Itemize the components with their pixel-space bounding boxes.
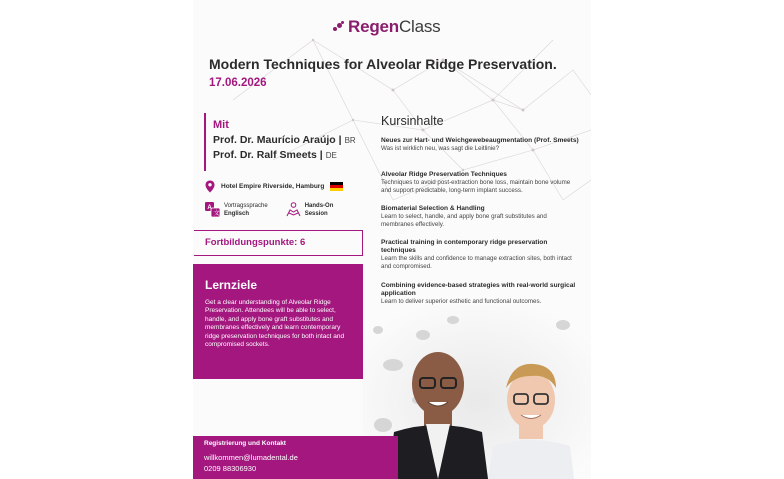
course-item-heading: Practical training in contemporary ridge preservation techniques — [381, 239, 548, 254]
course-item-desc: Learn to deliver superior esthetic and functional outcomes. — [381, 298, 542, 305]
map-pin-icon — [205, 180, 215, 193]
course-item — [381, 239, 581, 270]
germany-flag-icon — [330, 182, 343, 191]
course-item — [381, 282, 581, 306]
contact-email[interactable]: willkommen@lumadental.de — [204, 453, 298, 462]
contact-phone[interactable]: 0209 88306930 — [204, 464, 257, 473]
course-item — [381, 171, 581, 194]
course-item — [381, 137, 581, 153]
speaker-araujo: Prof. Dr. Maurício Araújo | BR — [213, 134, 356, 146]
event-flyer — [193, 0, 591, 479]
translate-icon — [205, 202, 220, 217]
language-value: Englisch — [224, 211, 250, 217]
hands-on-icon — [286, 202, 301, 217]
course-item-heading: Alveolar Ridge Preservation Techniques — [381, 171, 507, 178]
svg-text:A: A — [207, 204, 212, 211]
session-info — [286, 202, 334, 218]
svg-text:文: 文 — [213, 211, 220, 217]
event-date: 17.06.2026 — [209, 77, 267, 89]
course-item — [381, 205, 581, 228]
speaker-smeets: Prof. Dr. Ralf Smeets | DE — [213, 149, 337, 161]
course-item-heading: Neues zur Hart- und Weichgewebeaugmentation (Prof. Smeets) — [381, 137, 579, 144]
lernziele-panel — [193, 264, 363, 379]
points-box — [194, 230, 363, 256]
course-item-heading: Combining evidence-based strategies with real-world surgical application — [381, 282, 576, 297]
course-item-desc: Learn to select, handle, and apply bone graft substitutes and membranes effectively. — [381, 213, 547, 228]
location-row — [205, 180, 343, 193]
contact-box — [193, 436, 398, 479]
location-text: Hotel Empire Riverside, Hamburg — [221, 183, 325, 190]
lernziele-body: Get a clear understanding of Alveolar Ridge Preservation. Attendees will be able to select, handle, and apply bone graft substitutes and membranes effectively and learn contemporary ridge preservation techniques for both intact and compromised sockets. — [205, 299, 345, 349]
session-line1: Hands-On — [304, 203, 334, 209]
lernziele-title: Lernziele — [205, 278, 258, 292]
course-item-desc: Learn the skills and confidence to manage extraction sites, both intact and compromised. — [381, 255, 572, 270]
regenclass-logo — [333, 16, 440, 38]
logo-mark-icon — [333, 21, 345, 33]
speakers-label: Mit — [213, 119, 229, 131]
points-text: Fortbildungspunkte: 6 — [205, 237, 306, 248]
language-label: Vortragssprache — [224, 203, 268, 209]
course-item-heading: Biomaterial Selection & Handling — [381, 205, 485, 212]
kursinhalte-title: Kursinhalte — [381, 114, 444, 128]
contact-title: Registrierung und Kontakt — [204, 440, 286, 447]
logo-wordmark: RegenClass — [348, 17, 441, 36]
event-title: Modern Techniques for Alveolar Ridge Preservation. — [209, 56, 557, 72]
speakers-box — [204, 113, 370, 171]
course-item-desc: Techniques to avoid post-extraction bone loss, maintain bone volume and support predictable, long-term implant success. — [381, 179, 571, 194]
course-item-desc: Was ist wirklich neu, was sagt die Leitlinie? — [381, 145, 500, 152]
session-line2: Session — [304, 211, 328, 217]
info-row — [205, 202, 333, 218]
speakers-photo — [388, 340, 591, 479]
language-info — [205, 202, 268, 218]
